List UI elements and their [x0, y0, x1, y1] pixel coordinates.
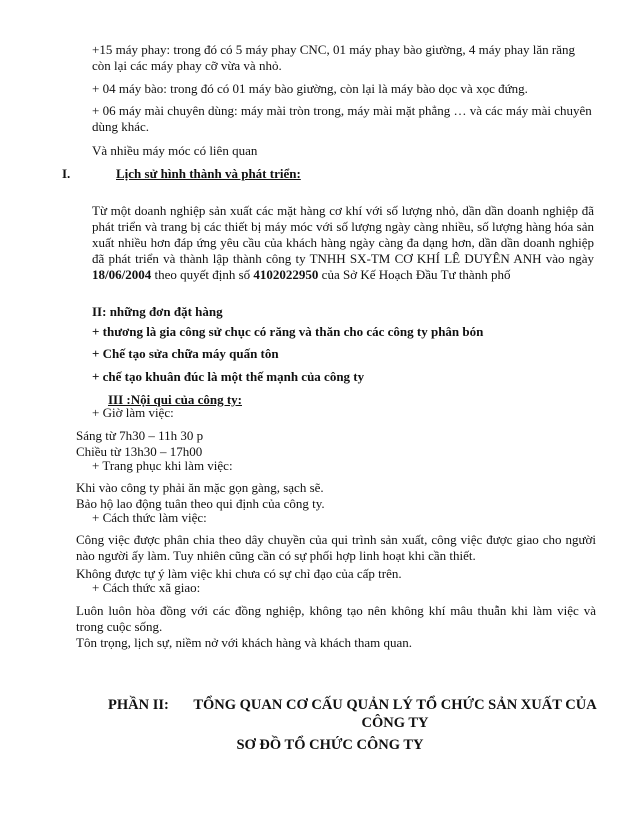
- part-title: TỔNG QUAN CƠ CẤU QUẢN LÝ TỔ CHỨC SẢN XUẤT CỦA CÔNG TY: [193, 697, 597, 731]
- section-number: I.: [62, 166, 71, 181]
- history-text-b: theo quyết định số: [151, 267, 254, 282]
- dress-code-rule-2: Bảo hộ lao động tuân theo qui định của công ty.: [76, 496, 325, 511]
- rules-section-title: III :Nội qui của công ty:: [108, 392, 242, 407]
- history-text-c: của Sở Kế Hoạch Đầu Tư thành phố: [318, 267, 511, 282]
- history-paragraph: [92, 203, 594, 283]
- social-conduct-rule-2: Tôn trọng, lịch sự, niềm nở với khách hàng và khách tham quan.: [76, 635, 412, 650]
- dress-code-label: + Trang phục khi làm việc:: [92, 458, 233, 473]
- social-conduct-label: + Cách thức xã giao:: [92, 580, 201, 595]
- other-machines-item: Và nhiều máy móc có liên quan: [92, 143, 258, 158]
- social-conduct-rule-1: Luôn luôn hòa đồng với các đồng nghiệp, không tạo nên không khí mâu thuẫn khi làm việc và trong cuộc sống.: [76, 603, 596, 634]
- orders-section-title: II: những đơn đặt hàng: [92, 304, 223, 319]
- working-hours-label: + Giờ làm việc:: [92, 405, 174, 420]
- decision-number: 4102022950: [253, 267, 319, 282]
- part-label: PHẦN II:: [108, 697, 169, 713]
- grinding-machines-item: + 06 máy mài chuyên dùng: máy mài tròn trong, máy mài mặt phẳng … và các máy mài chuyên dùng khác.: [92, 103, 592, 134]
- work-method-label: + Cách thức làm việc:: [92, 510, 207, 525]
- work-method-rule-1: Công việc được phân chia theo dây chuyền của qui trình sản xuất, công việc được giao cho người nào người ấy làm. Tuy nhiên cũng cần có sự phối hợp linh hoạt khi cần thiết.: [76, 532, 596, 563]
- dress-code-rule-1: Khi vào công ty phải ăn mặc gọn gàng, sạch sẽ.: [76, 480, 324, 495]
- milling-machines-item: +15 máy phay: trong đó có 5 máy phay CNC, 01 máy phay bào giường, 4 máy phay lăn răng còn lại các máy phay cỡ vừa và nhỏ.: [92, 42, 576, 73]
- history-section-title: Lịch sử hình thành và phát triển:: [116, 166, 301, 181]
- orders-item-1: + thương là gia công sử chục có răng và thăn cho các công ty phân bón: [92, 324, 484, 339]
- afternoon-hours: Chiều từ 13h30 – 17h00: [76, 444, 203, 459]
- morning-hours: Sáng từ 7h30 – 11h 30 p: [76, 428, 204, 443]
- planing-machines-item: + 04 máy bào: trong đó có 01 máy bào giường, còn lại là máy bào dọc và xọc đứng.: [92, 81, 528, 96]
- org-chart-title: SƠ ĐỒ TỔ CHỨC CÔNG TY: [236, 737, 424, 753]
- founding-date: 18/06/2004: [92, 267, 152, 282]
- orders-item-2: + Chế tạo sửa chữa máy quấn tôn: [92, 346, 279, 361]
- orders-item-3: + chế tạo khuân đúc là một thế mạnh của công ty: [92, 369, 365, 384]
- history-text-a: Từ một doanh nghiệp sản xuất các mặt hàng cơ khí với số lượng nhỏ, dần dần doanh nghiệp đã phát triển và trang bị các thiết bị máy móc với số lượng ngày càng nhiều, số lượng hàng hóa sản xuất nhiều hơn đáp ứng yêu cầu của khách hàng ngày càng đa dạng hơn, dần dần doanh nghiệp đã phát triển và thành lập thành công ty TNHH SX-TM CƠ KHÍ LÊ DUYÊN ANH vào ngày: [92, 203, 594, 266]
- work-method-rule-2: Không được tự ý làm việc khi chưa có sự chỉ đạo của cấp trên.: [76, 566, 402, 581]
